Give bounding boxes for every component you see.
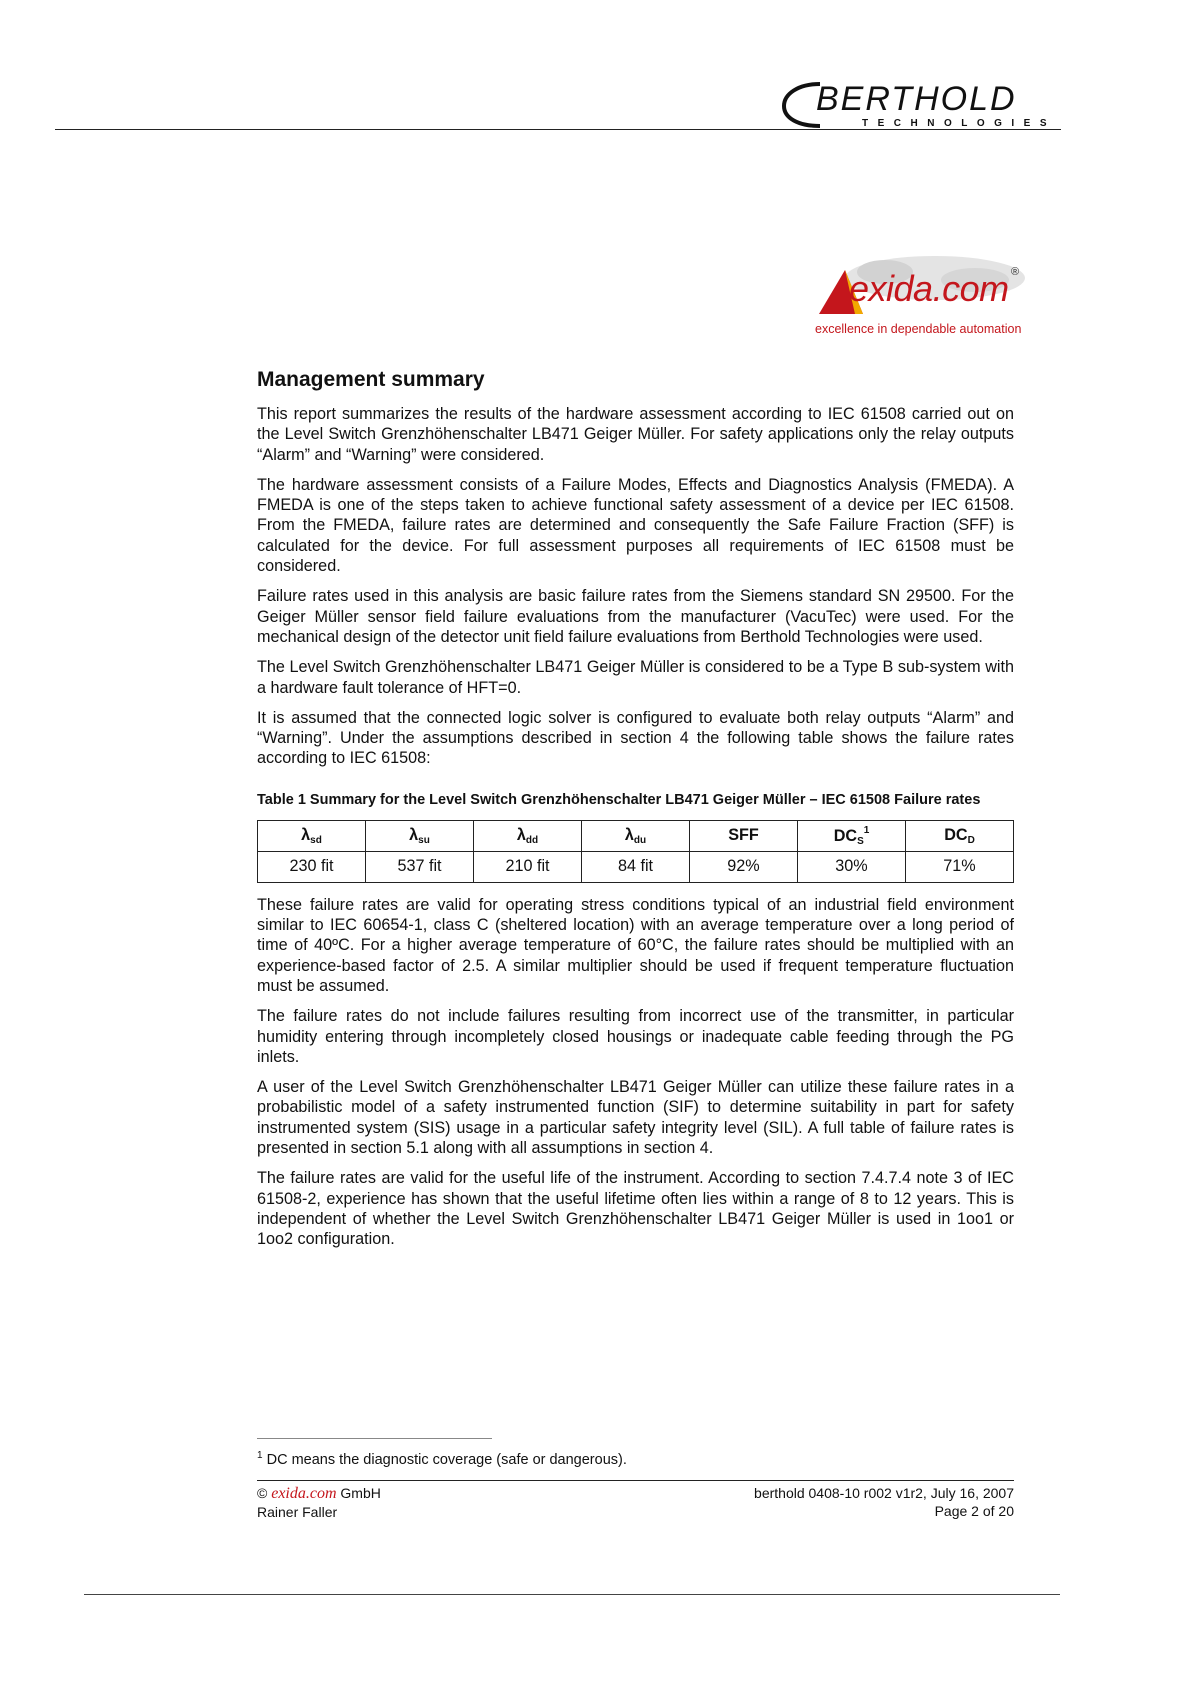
document-id: berthold 0408-10 r002 v1r2, July 16, 2007 [754, 1485, 1014, 1501]
header-symbol: λ [624, 825, 634, 844]
registered-mark: ® [1011, 266, 1020, 278]
berthold-logo-sub: TECHNOLOGIES [862, 118, 1057, 129]
table-header-cell [690, 820, 798, 851]
footer-company-suffix: GmbH [340, 1485, 381, 1501]
footer-left [257, 1484, 381, 1521]
footnote-divider [257, 1438, 492, 1439]
paragraphs-after-table [257, 895, 1014, 1250]
exida-logo-name: exida.com [849, 268, 1009, 309]
header-superscript: 1 [863, 824, 870, 836]
paragraph: The Level Switch Grenzhöhenschalter LB471 Geiger Müller is considered to be a Type B sub-system with a hardware fault tolerance of HFT=0. [257, 658, 1014, 697]
table-cell: 210 fit [474, 851, 582, 882]
footer-divider [257, 1480, 1014, 1481]
table-cell: 30% [798, 851, 906, 882]
exida-logo [815, 252, 1035, 348]
copyright-symbol: © [257, 1485, 268, 1501]
header-symbol: λ [516, 825, 526, 844]
footer-author: Rainer Faller [257, 1504, 338, 1520]
header-symbol: DC [833, 826, 858, 845]
header-symbol: λ [301, 825, 311, 844]
paragraph: It is assumed that the connected logic solver is configured to evaluate both relay outputs “Alarm” and “Warning”. Under the assumptions described in section 4 the following table shows the failure rates according to IEC 61508: [257, 708, 1014, 768]
header-subscript: D [967, 834, 975, 846]
header-symbol: λ [409, 825, 419, 844]
table-header-cell [366, 820, 474, 851]
header-subscript: su [418, 834, 430, 846]
header-symbol: DC [944, 825, 968, 844]
table-cell: 84 fit [582, 851, 690, 882]
table-cell: 92% [690, 851, 798, 882]
table-header-row [258, 820, 1014, 851]
table-header-cell [906, 820, 1014, 851]
footnote [257, 1450, 627, 1468]
table-header-cell [582, 820, 690, 851]
header-subscript: S [857, 835, 864, 847]
table-cell: 71% [906, 851, 1014, 882]
page-number: Page 2 of 20 [934, 1503, 1014, 1519]
footnote-text: DC means the diagnostic coverage (safe or dangerous). [266, 1451, 627, 1468]
header-subscript: du [633, 834, 647, 846]
header-symbol: SFF [728, 826, 759, 845]
paragraph: The hardware assessment consists of a Failure Modes, Effects and Diagnostics Analysis (FMEDA). A FMEDA is one of the steps taken to achieve functional safety assessment of a device per IEC 61508. From the FMEDA, failure rates are determined and consequently the Safe Failure Fraction (SFF) is calculated for the device. For full assessment purposes all requirements of IEC 61508 must be considered. [257, 475, 1014, 576]
table-row [258, 851, 1014, 882]
berthold-logo-name: BERTHOLD [816, 80, 1017, 118]
footnote-marker: 1 [257, 1450, 263, 1461]
table-cell: 230 fit [258, 851, 366, 882]
bottom-divider [84, 1594, 1060, 1595]
paragraphs-before-table [257, 404, 1014, 769]
table-header-cell [258, 820, 366, 851]
failure-rates-table [257, 820, 1014, 883]
header-subscript: dd [525, 834, 539, 846]
paragraph: Failure rates used in this analysis are basic failure rates from the Siemens standard SN 29500. For the Geiger Müller sensor field failure evaluations from the manufacturer (VacuTec) were used. For the mechanical design of the detector unit field failure evaluations from Berthold Technologies were used. [257, 587, 1014, 646]
exida-tagline: excellence in dependable automation [815, 322, 1022, 336]
paragraph: A user of the Level Switch Grenzhöhenschalter LB471 Geiger Müller can utilize these failure rates in a probabilistic model of a safety instrumented function (SIF) to determine suitability in part for safety instrumented system (SIS) usage in a particular safety integrity level (SIL). A full table of failure rates is presented in section 5.1 along with all assumptions in section 4. [257, 1078, 1014, 1158]
section-title: Management summary [257, 368, 485, 391]
management-summary [257, 368, 1014, 1260]
footer-right [714, 1484, 1014, 1520]
table-caption: Table 1 Summary for the Level Switch Grenzhöhenschalter LB471 Geiger Müller – IEC 61508 Failure rates [257, 791, 981, 808]
table-header-cell [798, 820, 906, 851]
header-divider [55, 129, 1061, 130]
paragraph: This report summarizes the results of the hardware assessment according to IEC 61508 carried out on the Level Switch Grenzhöhenschalter LB471 Geiger Müller. For safety applications only the relay outputs “Alarm” and “Warning” were considered. [257, 405, 1014, 464]
paragraph: These failure rates are valid for operating stress conditions typical of an industrial field environment similar to IEC 60654-1, class C (sheltered location) with an average temperature over a long period of time of 40ºC. For a higher average temperature of 60°C, the failure rates should be multiplied with an experience-based factor of 2.5. A similar multiplier should be used if frequent temperature fluctuation must be assumed. [257, 895, 1014, 995]
header-subscript: sd [310, 834, 322, 846]
table-cell: 537 fit [366, 851, 474, 882]
table-header-cell [474, 820, 582, 851]
paragraph: The failure rates are valid for the useful life of the instrument. According to section 7.4.7.4 note 3 of IEC 61508-2, experience has shown that the useful lifetime often lies within a range of 8 to 12 years. This is independent of whether the Level Switch Grenzhöhenschalter LB471 Geiger Müller is used in 1oo1 or 1oo2 configuration. [257, 1169, 1014, 1249]
paragraph: The failure rates do not include failures resulting from incorrect use of the transmitter, in particular humidity entering through incompletely closed housings or inadequate cable feeding through the PG inlets. [257, 1007, 1014, 1066]
footer-brand: exida.com [271, 1485, 337, 1502]
